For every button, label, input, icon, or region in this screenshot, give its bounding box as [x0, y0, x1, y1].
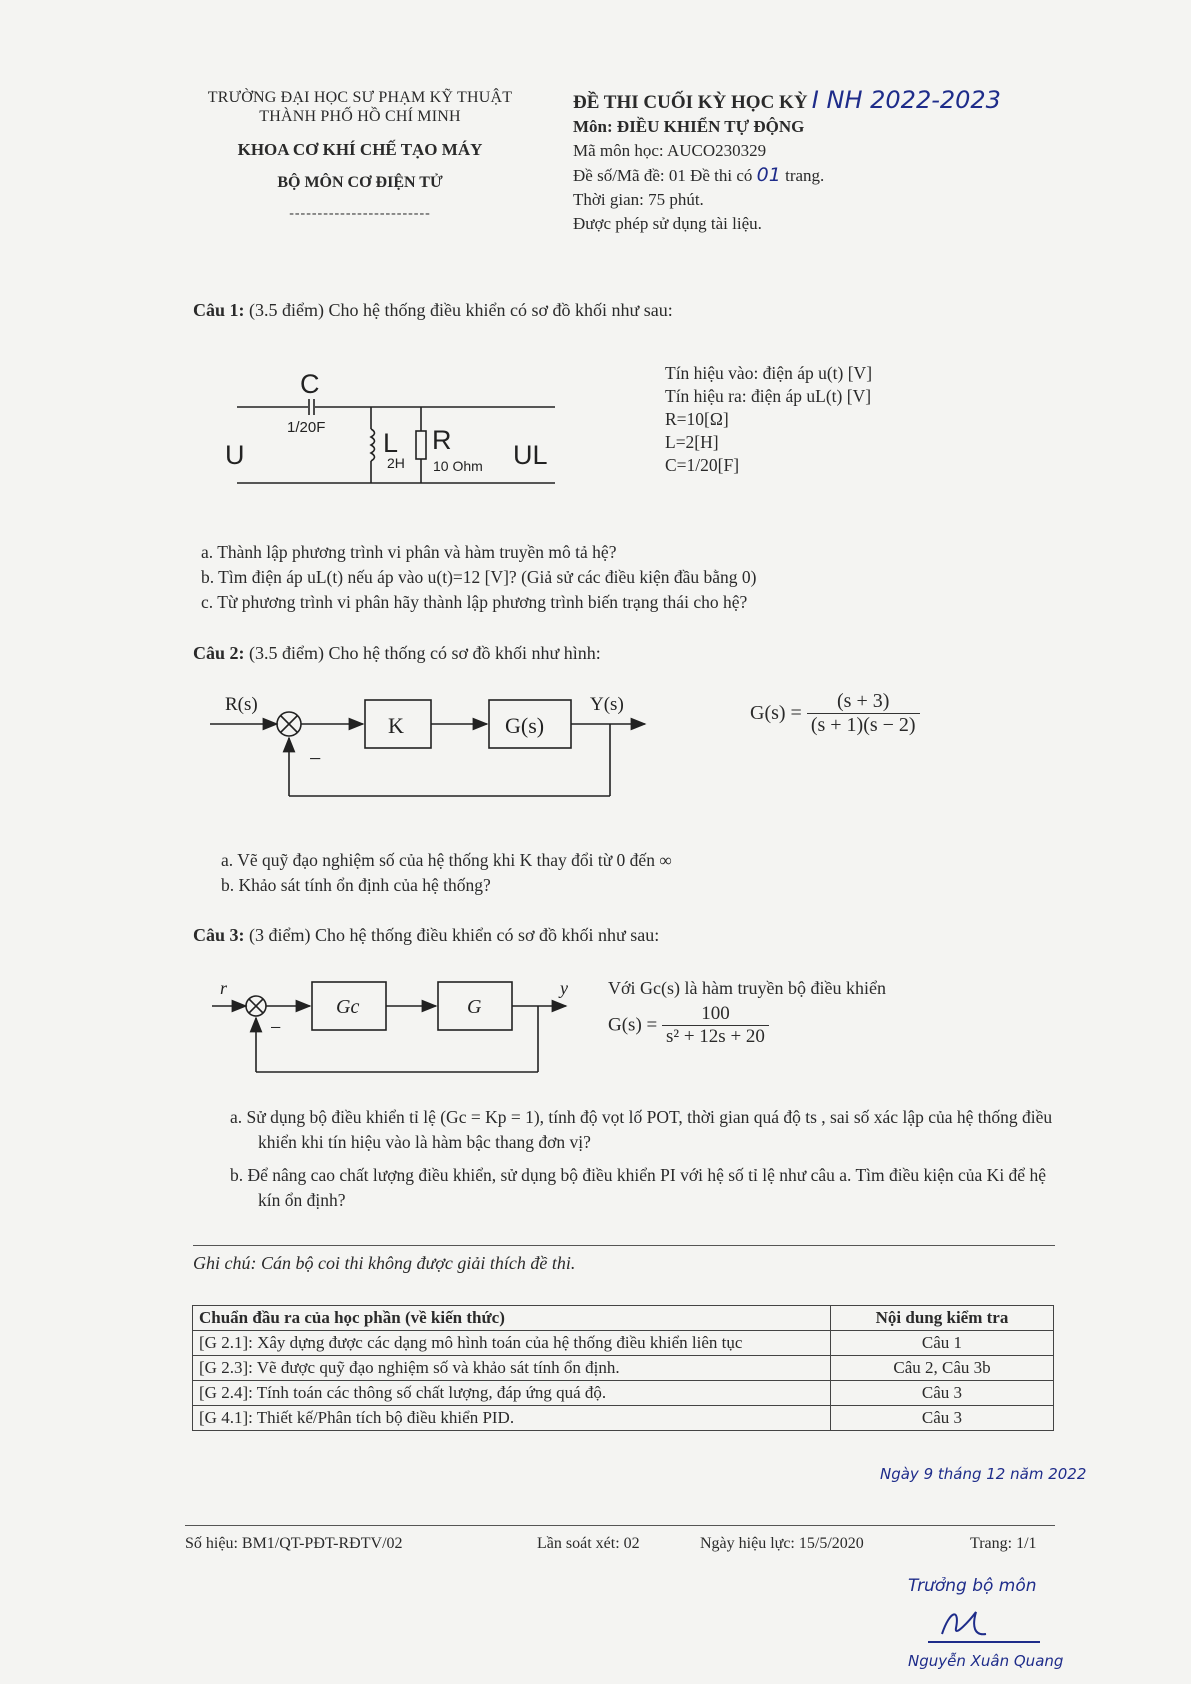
q1-param: Tín hiệu ra: điện áp uL(t) [V] — [665, 386, 872, 406]
table-cell: [G 2.3]: Vẽ được quỹ đạo nghiệm số và khảo sát tính ổn định. — [193, 1356, 831, 1381]
q2-item-b: b. Khảo sát tính ổn định của hệ thống? — [221, 875, 491, 895]
table-header-row — [193, 1306, 1054, 1331]
q3-input-label: r — [220, 978, 228, 998]
table-cell: [G 2.4]: Tính toán các thông số chất lượng, đáp ứng quá độ. — [193, 1381, 831, 1406]
exam-code-line — [573, 163, 1093, 188]
q1-parameters — [665, 362, 872, 477]
q1-param: R=10[Ω] — [665, 409, 729, 429]
institution-header — [140, 88, 580, 223]
table-row — [193, 1331, 1054, 1356]
q2-numerator: (s + 3) — [807, 690, 920, 714]
q3-label: Câu 3: — [193, 925, 245, 945]
q2-formula-lhs: G(s) = — [750, 702, 802, 724]
q2-transfer-function — [750, 690, 920, 737]
q2-block-diagram — [205, 688, 665, 818]
q3-minus-sign: − — [270, 1017, 282, 1039]
q1-heading — [193, 300, 673, 321]
q3-text: (3 điểm) Cho hệ thống điều khiển có sơ đồ khối như sau: — [249, 925, 660, 945]
cap-label: C — [300, 369, 320, 399]
table-cell: Câu 1 — [831, 1331, 1054, 1356]
pages-handwritten: 01 — [756, 164, 781, 186]
cap-value: 1/20F — [287, 419, 326, 436]
q2-item-a: a. Vẽ quỹ đạo nghiệm số của hệ thống khi K thay đổi từ 0 đến ∞ — [221, 850, 672, 870]
q3-items — [230, 1105, 1060, 1213]
q2-fraction — [807, 690, 920, 737]
q3-heading — [193, 925, 659, 946]
exam-title: ĐỀ THI CUỐI KỲ HỌC KỲ — [573, 92, 808, 113]
q2-text: (3.5 điểm) Cho hệ thống có sơ đồ khối như hình: — [249, 643, 601, 663]
q3-formula-lhs: G(s) = — [608, 1014, 658, 1036]
q1-param: Tín hiệu vào: điện áp u(t) [V] — [665, 363, 873, 383]
circuit-output: UL — [513, 440, 548, 470]
q1-item-a: a. Thành lập phương trình vi phân và hàm truyền mô tả hệ? — [201, 542, 617, 562]
term-handwritten: I NH 2022-2023 — [811, 86, 1001, 114]
exam-info-header — [573, 88, 1093, 236]
subject-line: Môn: ĐIỀU KHIỂN TỰ ĐỘNG — [573, 117, 805, 136]
exam-code: Đề số/Mã đề: 01 Đề thi có — [573, 166, 753, 185]
inductor-label: L — [383, 428, 399, 458]
table-header: Nội dung kiểm tra — [831, 1306, 1054, 1331]
exam-materials: Được phép sử dụng tài liệu. — [573, 214, 762, 233]
q1-item-c: c. Từ phương trình vi phân hãy thành lập phương trình biến trạng thái cho hệ? — [201, 592, 748, 612]
q2-label: Câu 2: — [193, 643, 245, 663]
footer-divider — [185, 1525, 1055, 1526]
table-cell: Câu 2, Câu 3b — [831, 1356, 1054, 1381]
q3-item-b: b. Để nâng cao chất lượng điều khiển, sử dụng bộ điều khiển PI với hệ số tỉ lệ như câu a. Tìm điều kiện của Ki để hệ kín ổn định? — [230, 1165, 1046, 1210]
footer-effective-date: Ngày hiệu lực: 15/5/2020 — [700, 1535, 864, 1552]
note-divider — [193, 1245, 1055, 1246]
inductor-value: 2H — [387, 455, 405, 471]
q2-denominator: (s + 1)(s − 2) — [810, 714, 916, 736]
q1-item-b: b. Tìm điện áp uL(t) nếu áp vào u(t)=12 [V]? (Giả sử các điều kiện đầu bằng 0) — [201, 567, 757, 587]
pages-suffix: trang. — [785, 166, 825, 185]
footer-code: Số hiệu: BM1/QT-PĐT-RĐTV/02 — [185, 1535, 403, 1552]
q1-text: (3.5 điểm) Cho hệ thống điều khiển có sơ đồ khối như sau: — [249, 300, 673, 320]
handwritten-date: Ngày 9 tháng 12 năm 2022 — [880, 1465, 1087, 1483]
table-cell: [G 2.1]: Xây dựng được các dạng mô hình toán của hệ thống điều khiển liên tục — [193, 1331, 831, 1356]
learning-outcomes-table — [192, 1305, 1054, 1431]
q2-items — [221, 848, 672, 898]
department-name: BỘ MÔN CƠ ĐIỆN TỬ — [277, 174, 443, 191]
table-row — [193, 1356, 1054, 1381]
q1-items — [201, 540, 1001, 615]
university-line-1: TRƯỜNG ĐẠI HỌC SƯ PHẠM KỸ THUẬT — [207, 89, 513, 106]
footer-revision: Lần soát xét: 02 — [537, 1535, 640, 1552]
header-divider: ------------------------- — [289, 206, 431, 221]
resistor-label: R — [432, 425, 452, 455]
q3-fraction — [662, 1003, 769, 1048]
q3-block-diagram — [210, 970, 590, 1080]
q2-heading — [193, 643, 601, 664]
q3-output-label: y — [560, 978, 568, 998]
signature-mark-icon — [920, 1600, 1080, 1650]
q3-item-a: a. Sử dụng bộ điều khiển tỉ lệ (Gc = Kp = 1), tính độ vọt lố POT, thời gian quá độ ts , sai số xác lập của hệ thống điều khiển khi tín hiệu vào là hàm bậc thang đơn vị? — [230, 1107, 1053, 1152]
q3-controller-desc: Với Gc(s) là hàm truyền bộ điều khiển — [608, 978, 886, 998]
university-line-2: THÀNH PHỐ HỒ CHÍ MINH — [259, 108, 461, 125]
signature-role: Trưởng bộ môn — [908, 1576, 1037, 1596]
q1-rlc-circuit — [225, 355, 585, 505]
q3-numerator: 100 — [662, 1003, 769, 1026]
q1-label: Câu 1: — [193, 300, 245, 320]
q1-param: L=2[H] — [665, 432, 719, 452]
signature-name: Nguyễn Xuân Quang — [908, 1652, 1064, 1670]
exam-time: Thời gian: 75 phút. — [573, 190, 704, 209]
table-row — [193, 1381, 1054, 1406]
faculty-name: KHOA CƠ KHÍ CHẾ TẠO MÁY — [237, 140, 483, 159]
q2-k-block: K — [388, 713, 404, 738]
table-row — [193, 1406, 1054, 1431]
footer-page: Trang: 1/1 — [970, 1535, 1037, 1552]
q2-input-label: R(s) — [225, 694, 258, 715]
q3-denominator: s² + 12s + 20 — [666, 1026, 765, 1047]
resistor-value: 10 Ohm — [433, 458, 483, 474]
table-cell: Câu 3 — [831, 1381, 1054, 1406]
exam-note: Ghi chú: Cán bộ coi thi không được giải thích đề thi. — [193, 1253, 576, 1273]
q2-g-block: G(s) — [505, 713, 545, 738]
circuit-input: U — [225, 440, 245, 470]
table-header: Chuẩn đầu ra của học phần (về kiến thức) — [193, 1306, 831, 1331]
table-cell: Câu 3 — [831, 1406, 1054, 1431]
q3-g-block: G — [467, 996, 482, 1018]
q3-transfer-function — [608, 1003, 769, 1048]
q2-output-label: Y(s) — [590, 694, 624, 715]
q2-minus-sign: − — [309, 746, 322, 771]
q3-gc-block: Gc — [336, 996, 360, 1018]
course-code: Mã môn học: AUCO230329 — [573, 141, 767, 160]
q1-param: C=1/20[F] — [665, 455, 740, 475]
table-cell: [G 4.1]: Thiết kế/Phân tích bộ điều khiển PID. — [193, 1406, 831, 1431]
